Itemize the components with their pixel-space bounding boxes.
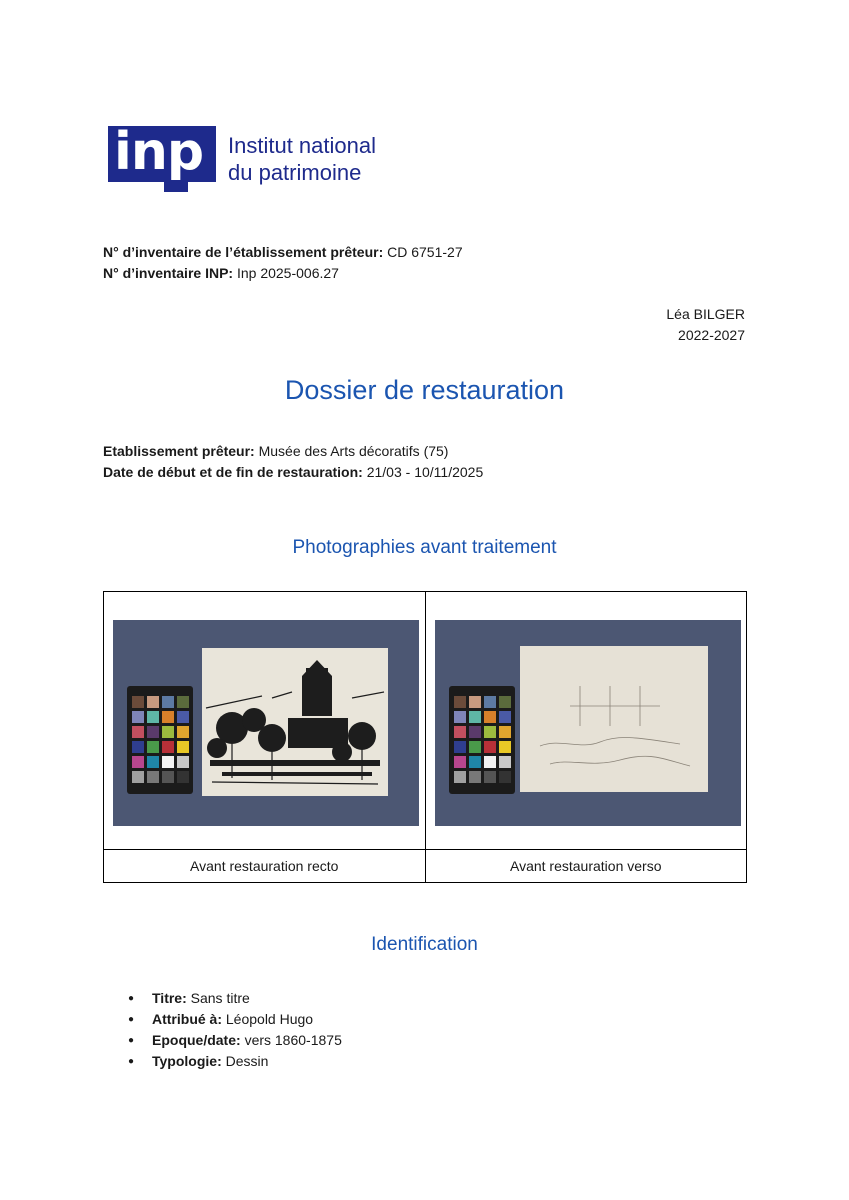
- list-item: [124, 1030, 342, 1051]
- inp-inventory-line: [103, 263, 339, 284]
- ident-label: Titre:: [152, 990, 187, 1006]
- lender-label: Etablissement prêteur:: [103, 443, 255, 459]
- lender-inventory-label: N° d’inventaire de l’établissement prêteur:: [103, 244, 384, 260]
- ident-value: Sans titre: [190, 990, 250, 1006]
- color-checker-card: [449, 686, 515, 794]
- recto-photo: [113, 620, 419, 826]
- lender-inventory-value: CD 6751-27: [387, 244, 463, 260]
- inp-logo: [108, 122, 408, 192]
- dates-line: [103, 462, 483, 483]
- logo-mark-text: inp: [114, 122, 204, 182]
- lender-inventory-line: [103, 242, 463, 263]
- logo-mark: [108, 122, 216, 182]
- color-checker-card: [127, 686, 193, 794]
- ident-value: vers 1860-1875: [244, 1032, 342, 1048]
- lender-line: [103, 441, 448, 462]
- ink-drawing-icon: [202, 648, 388, 796]
- logo-line-2: du patrimoine: [228, 160, 362, 185]
- photos-table: [103, 591, 747, 883]
- color-checker-grid: [132, 696, 189, 783]
- recto-drawing: [202, 648, 388, 796]
- photos-heading: Photographies avant traitement: [292, 537, 557, 558]
- ident-label: Epoque/date:: [152, 1032, 241, 1048]
- handwriting-icon: [520, 646, 708, 792]
- list-item: [124, 1009, 342, 1030]
- inp-inventory-value: Inp 2025-006.27: [236, 265, 339, 281]
- verso-photo: [435, 620, 741, 826]
- ident-value: Léopold Hugo: [225, 1011, 314, 1027]
- recto-caption: Avant restauration recto: [104, 850, 426, 883]
- ident-value: Dessin: [225, 1053, 269, 1069]
- ident-label: Typologie:: [152, 1053, 222, 1069]
- verso-cell: [425, 592, 747, 850]
- inp-inventory-label: N° d’inventaire INP:: [103, 265, 234, 281]
- author-name: Léa BILGER: [666, 306, 745, 322]
- author-years: 2022-2027: [678, 327, 745, 343]
- logo-name: [228, 132, 376, 186]
- dates-label: Date de début et de fin de restauration:: [103, 464, 363, 480]
- list-item: [124, 1051, 342, 1072]
- identification-list: [124, 988, 342, 1072]
- list-item: [124, 988, 342, 1009]
- logo-line-1: Institut national: [228, 133, 376, 158]
- logo-mark-tail: [164, 182, 188, 192]
- lender-value: Musée des Arts décoratifs (75): [258, 443, 449, 459]
- verso-caption: Avant restauration verso: [425, 850, 747, 883]
- color-checker-grid: [454, 696, 511, 783]
- dates-value: 21/03 - 10/11/2025: [366, 464, 484, 480]
- page-title: Dossier de restauration: [284, 375, 565, 405]
- identification-heading: Identification: [371, 934, 478, 955]
- ident-label: Attribué à:: [152, 1011, 222, 1027]
- verso-sheet: [520, 646, 708, 792]
- recto-cell: [104, 592, 426, 850]
